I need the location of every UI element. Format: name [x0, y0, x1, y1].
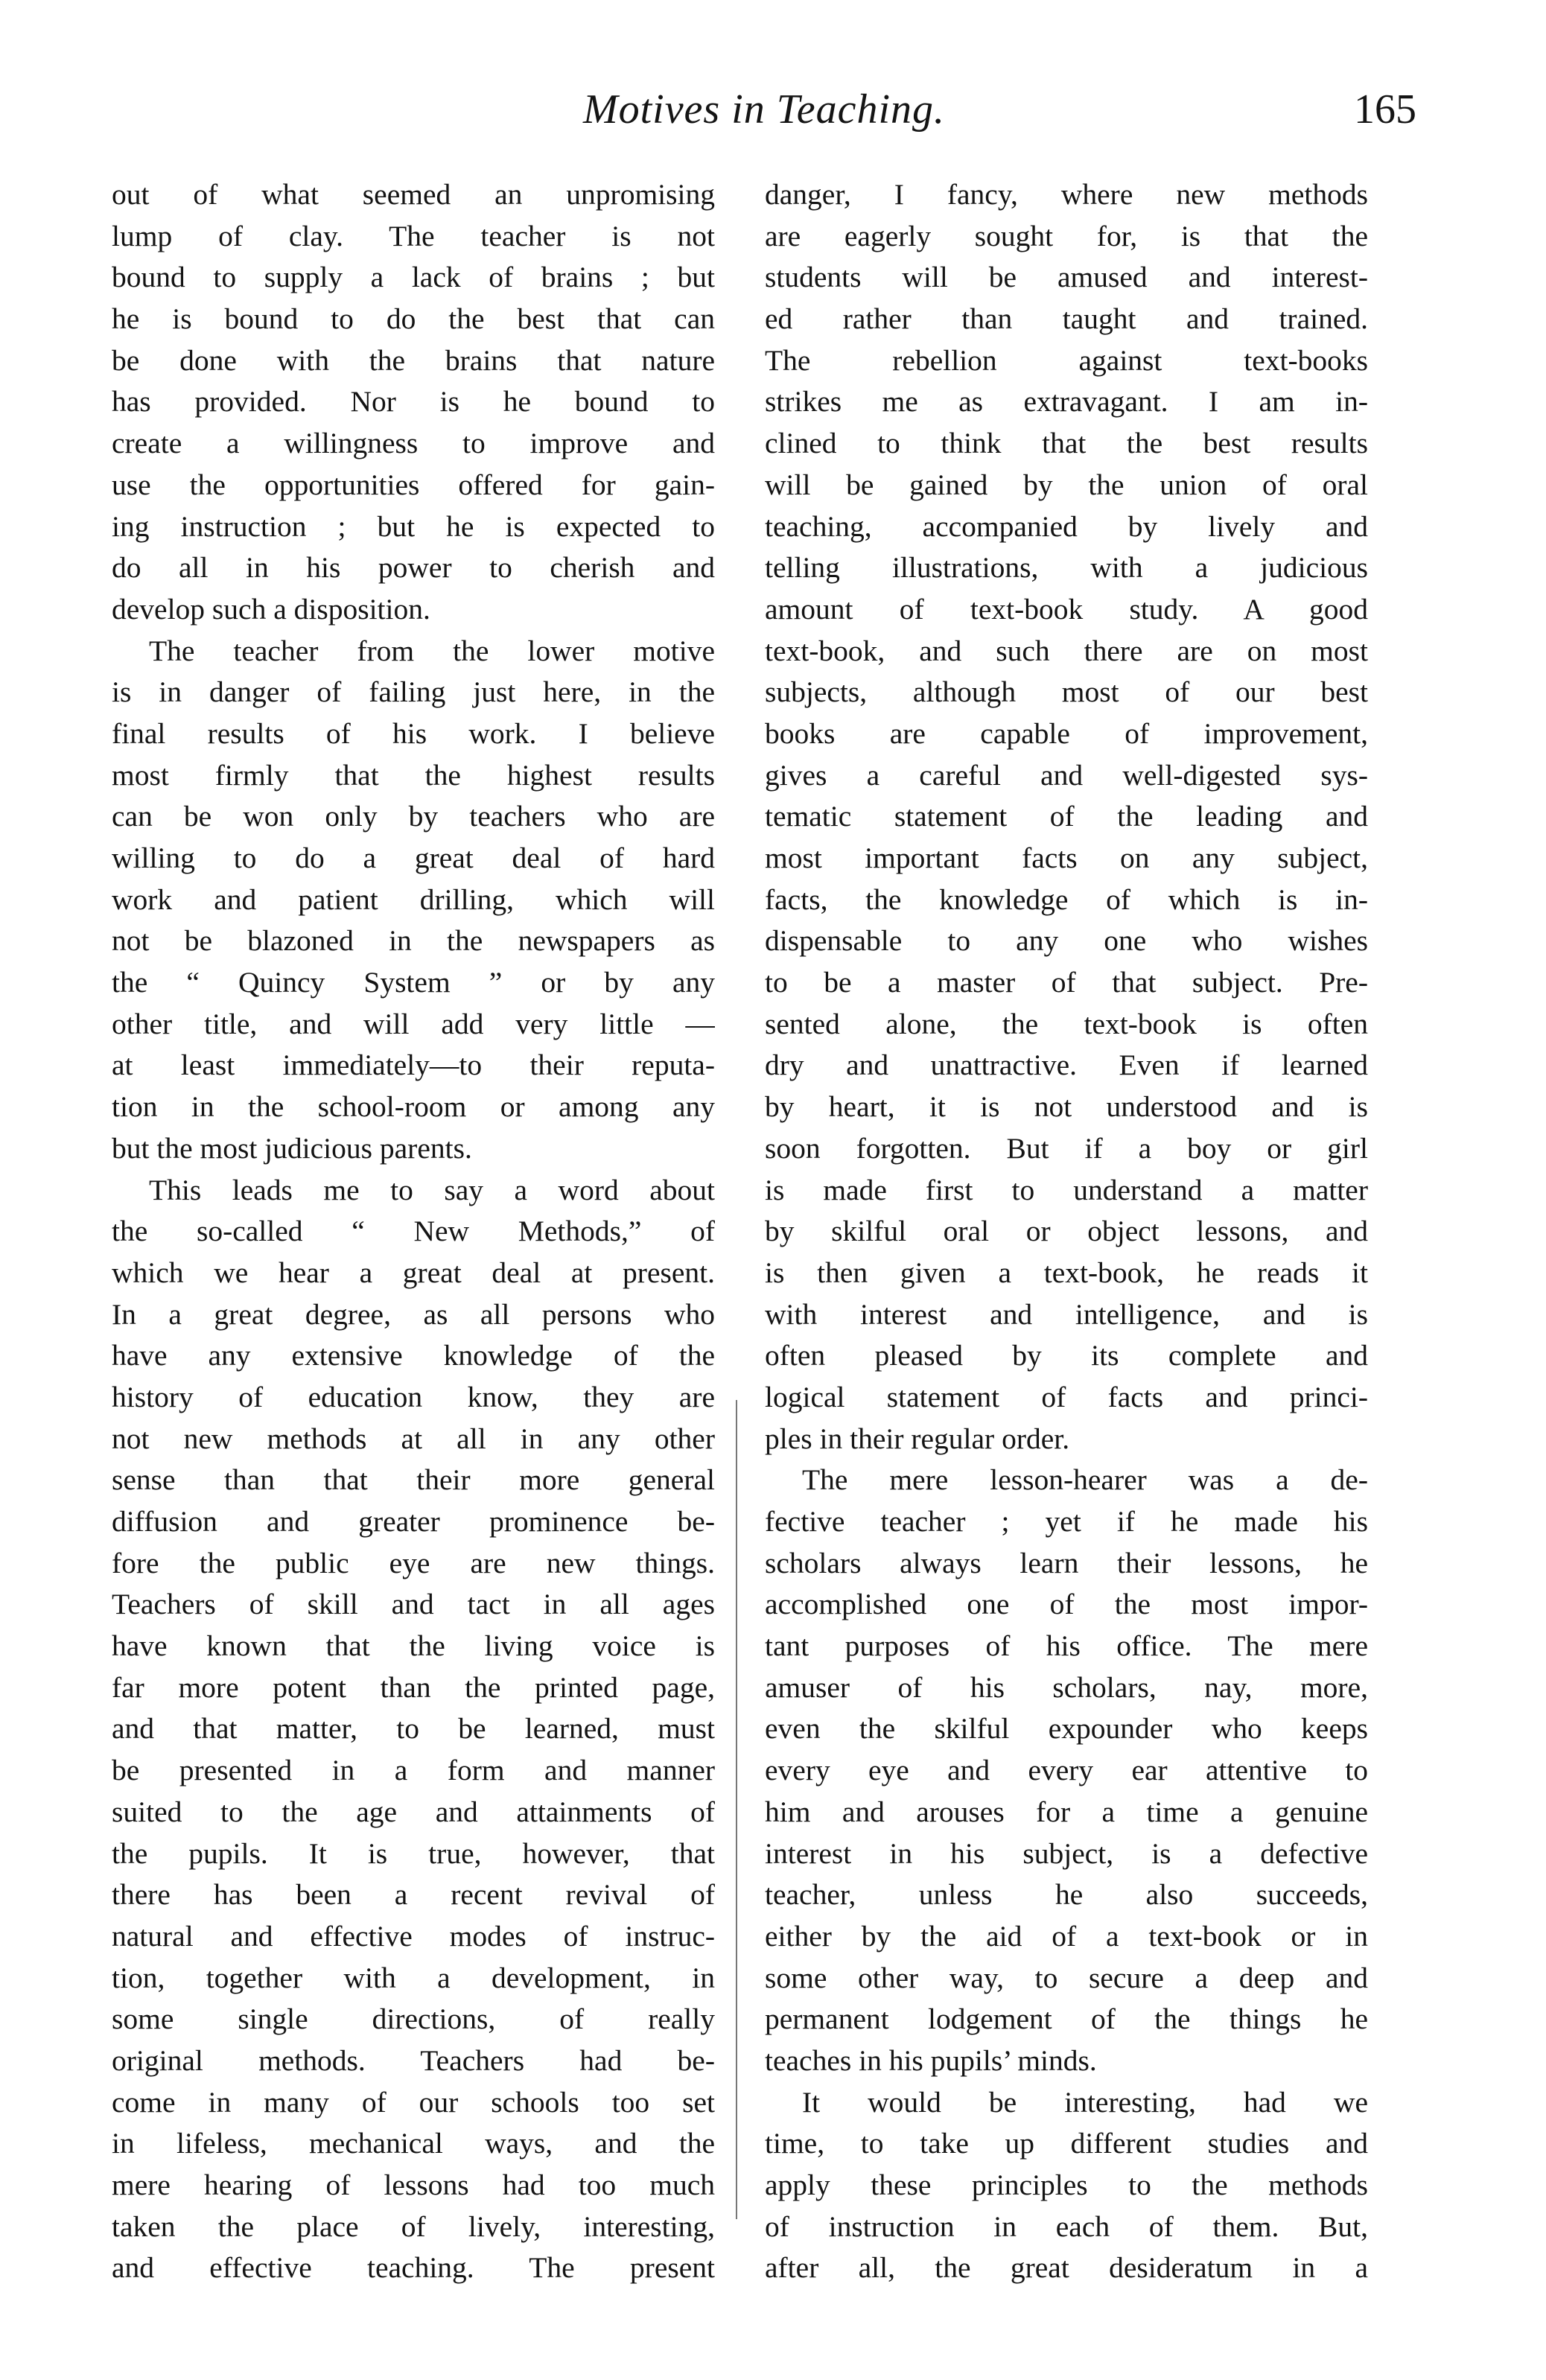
text-line: interest in his subject, is a defective: [765, 1836, 1368, 1870]
text-line: some single directions, of really: [112, 2002, 715, 2036]
text-line: most firmly that the highest results: [112, 758, 715, 792]
text-line: the pupils. It is true, however, that: [112, 1836, 715, 1870]
text-line: often pleased by its complete and: [765, 1339, 1368, 1372]
text-line: to be a master of that subject. Pre-: [765, 966, 1368, 999]
text-line: him and arouses for a time a genuine: [765, 1795, 1368, 1828]
text-line: which we hear a great deal at present.: [112, 1256, 715, 1289]
text-line: be presented in a form and manner: [112, 1754, 715, 1787]
text-line: scholars always learn their lessons, he: [765, 1546, 1368, 1579]
text-line: are eagerly sought for, is that the: [765, 219, 1368, 252]
text-line: is then given a text-book, he reads it: [765, 1256, 1368, 1289]
text-line: teaches in his pupils’ minds.: [765, 2043, 1097, 2077]
text-line: by skilful oral or object lessons, and: [765, 1215, 1368, 1248]
text-line: bound to supply a lack of brains ; but: [112, 261, 715, 294]
text-line: subjects, although most of our best: [765, 675, 1368, 709]
text-line: tematic statement of the leading and: [765, 800, 1368, 833]
text-line: will be gained by the union of oral: [765, 468, 1368, 501]
text-line: The mere lesson-hearer was a de-: [802, 1463, 1368, 1497]
text-line: logical statement of facts and princi-: [765, 1380, 1368, 1413]
text-line: final results of his work. I believe: [112, 716, 715, 750]
text-line: other title, and will add very little —: [112, 1007, 715, 1040]
text-line: ed rather than taught and trained.: [765, 302, 1368, 336]
text-line: dry and unattractive. Even if learned: [765, 1049, 1368, 1082]
text-line: can be won only by teachers who are: [112, 800, 715, 833]
text-line: is in danger of failing just here, in the: [112, 675, 715, 709]
text-line: text-book, and such there are on most: [765, 634, 1368, 667]
page-header: [112, 86, 1416, 145]
text-line: out of what seemed an unpromising: [112, 178, 715, 211]
text-line: diffusion and greater prominence be-: [112, 1505, 715, 1538]
text-line: with interest and intelligence, and is: [765, 1297, 1368, 1331]
text-line: by heart, it is not understood and is: [765, 1090, 1368, 1124]
text-line: sented alone, the text-book is often: [765, 1007, 1368, 1040]
text-line: mere hearing of lessons had too much: [112, 2169, 715, 2201]
text-line: gives a careful and well-digested sys-: [765, 758, 1368, 792]
text-line: clined to think that the best results: [765, 427, 1368, 460]
column-divider: [736, 1400, 737, 2219]
text-line: has provided. Nor is he bound to: [112, 385, 715, 419]
text-line: time, to take up different studies and: [765, 2127, 1368, 2160]
left-text-column: [112, 174, 715, 2289]
text-line: danger, I fancy, where new methods: [765, 178, 1368, 211]
text-line: the “ Quincy System ” or by any: [112, 966, 715, 999]
text-line: accomplished one of the most impor-: [765, 1588, 1368, 1621]
page-number: 165: [1354, 86, 1416, 133]
text-line: apply these principles to the methods: [765, 2169, 1368, 2201]
text-line: suited to the age and attainments of: [112, 1795, 715, 1828]
text-line: lump of clay. The teacher is not: [112, 219, 715, 252]
text-line: strikes me as extravagant. I am in-: [765, 385, 1368, 419]
text-line: sense than that their more general: [112, 1463, 715, 1497]
text-line: natural and effective modes of instruc-: [112, 1919, 715, 1953]
text-line: original methods. Teachers had be-: [112, 2043, 715, 2077]
text-line: he is bound to do the best that can: [112, 302, 715, 336]
text-line: facts, the knowledge of which is in-: [765, 882, 1368, 916]
text-line: there has been a recent revival of: [112, 1878, 715, 1912]
text-line: and that matter, to be learned, must: [112, 1712, 715, 1746]
text-line: not new methods at all in any other: [112, 1422, 715, 1455]
text-line: create a willingness to improve and: [112, 427, 715, 460]
right-text-column: [765, 174, 1368, 2289]
text-line: some other way, to secure a deep and: [765, 1961, 1368, 1994]
text-line: books are capable of improvement,: [765, 716, 1368, 750]
text-line: dispensable to any one who wishes: [765, 924, 1368, 958]
text-line: work and patient drilling, which will: [112, 882, 715, 916]
text-line: willing to do a great deal of hard: [112, 841, 715, 874]
text-line: soon forgotten. But if a boy or girl: [765, 1131, 1368, 1165]
text-line: Teachers of skill and tact in all ages: [112, 1588, 715, 1621]
text-line: tion, together with a development, in: [112, 1961, 715, 1994]
text-line: fore the public eye are new things.: [112, 1546, 715, 1579]
text-line: at least immediately—to their reputa-: [112, 1049, 715, 1082]
text-line: either by the aid of a text-book or in: [765, 1919, 1368, 1953]
text-line: ples in their regular order.: [765, 1422, 1070, 1455]
text-line: develop such a disposition.: [112, 592, 430, 626]
text-line: but the most judicious parents.: [112, 1131, 472, 1165]
running-head: Motives in Teaching.: [582, 86, 946, 133]
text-line: the so-called “ New Methods,” of: [112, 1215, 715, 1248]
text-line: The rebellion against text-books: [765, 343, 1368, 377]
text-line: far more potent than the printed page,: [112, 1670, 715, 1704]
text-line: come in many of our schools too set: [112, 2085, 715, 2119]
text-line: ing instruction ; but he is expected to: [112, 509, 715, 543]
text-line: This leads me to say a word about: [149, 1173, 715, 1206]
text-line: telling illustrations, with a judicious: [765, 551, 1368, 585]
text-line: teacher, unless he also succeeds,: [765, 1878, 1368, 1912]
text-line: of instruction in each of them. But,: [765, 2209, 1368, 2243]
text-line: permanent lodgement of the things he: [765, 2002, 1368, 2036]
text-line: even the skilful expounder who keeps: [765, 1712, 1368, 1746]
text-line: The teacher from the lower motive: [149, 634, 715, 667]
text-line: is made first to understand a matter: [765, 1173, 1368, 1206]
text-line: students will be amused and interest-: [765, 261, 1368, 294]
text-line: after all, the great desideratum in a: [765, 2251, 1368, 2285]
text-line: do all in his power to cherish and: [112, 551, 715, 585]
text-line: history of education know, they are: [112, 1380, 715, 1413]
text-line: In a great degree, as all persons who: [112, 1297, 715, 1331]
text-line: tion in the school-room or among any: [112, 1090, 715, 1124]
text-line: taken the place of lively, interesting,: [112, 2209, 715, 2243]
text-line: It would be interesting, had we: [802, 2085, 1368, 2119]
text-line: have any extensive knowledge of the: [112, 1339, 715, 1372]
text-line: and effective teaching. The present: [112, 2251, 715, 2285]
text-line: teaching, accompanied by lively and: [765, 509, 1368, 543]
text-line: use the opportunities offered for gain-: [112, 468, 715, 501]
text-line: most important facts on any subject,: [765, 841, 1368, 874]
text-line: tant purposes of his office. The mere: [765, 1629, 1368, 1663]
text-line: every eye and every ear attentive to: [765, 1754, 1368, 1787]
text-line: be done with the brains that nature: [112, 343, 715, 377]
text-line: amount of text-book study. A good: [765, 592, 1368, 626]
text-line: have known that the living voice is: [112, 1629, 715, 1663]
text-line: in lifeless, mechanical ways, and the: [112, 2127, 715, 2160]
text-line: amuser of his scholars, nay, more,: [765, 1670, 1368, 1704]
text-line: not be blazoned in the newspapers as: [112, 924, 715, 958]
text-line: fective teacher ; yet if he made his: [765, 1505, 1368, 1538]
